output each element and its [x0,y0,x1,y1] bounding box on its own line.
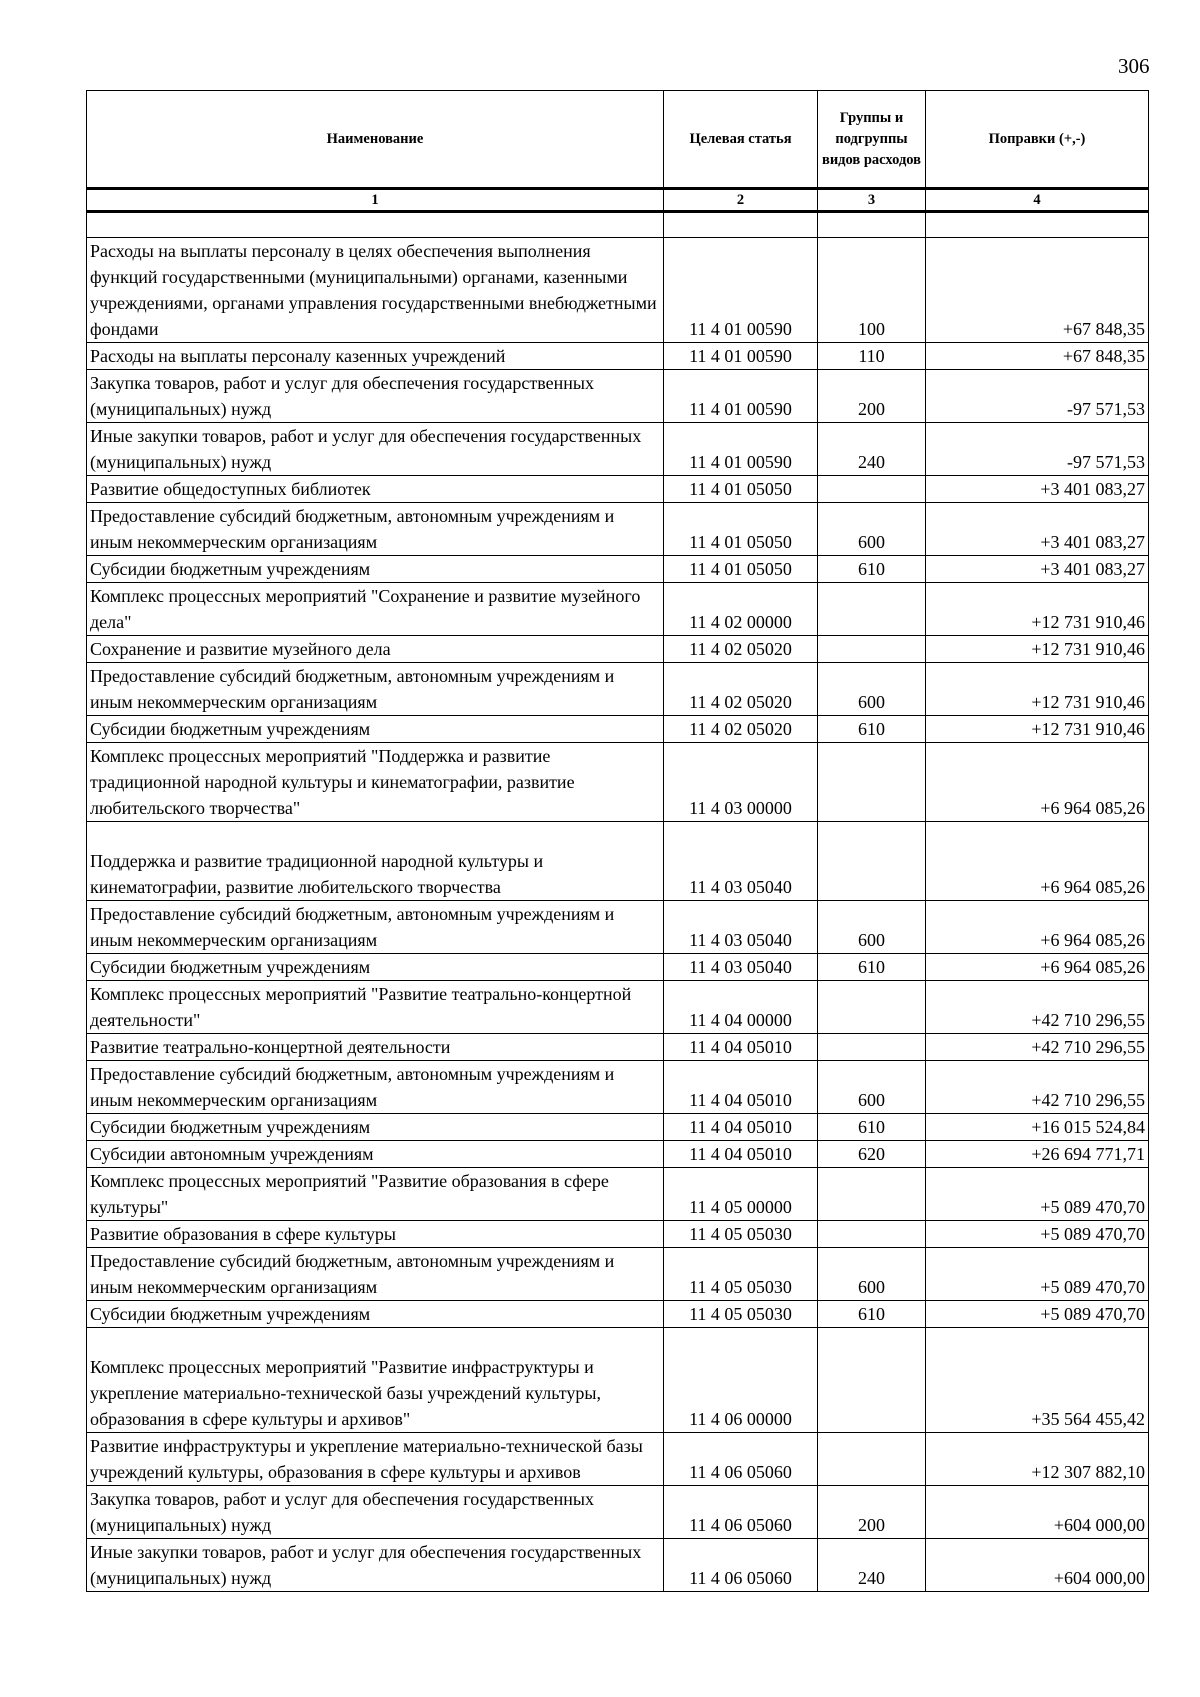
header-name: Наименование [87,91,664,189]
row-name: Закупка товаров, работ и услуг для обеспечения государственных (муниципальных) нужд [87,370,664,423]
row-name: Комплекс процессных мероприятий "Поддержка и развитие традиционной народной культуры и кинематографии, развитие любительского творчества" [87,743,664,822]
row-expense-group [818,636,926,663]
row-name: Предоставление субсидий бюджетным, автономным учреждениям и иным некоммерческим организациям [87,503,664,556]
row-name: Субсидии бюджетным учреждениям [87,954,664,981]
row-name: Развитие инфраструктуры и укрепление материально-технической базы учреждений культуры, образования в сфере культуры и архивов [87,1433,664,1486]
row-amendment: +5 089 470,70 [926,1248,1149,1301]
table-row [87,1061,1149,1114]
table-row [87,663,1149,716]
row-name: Развитие общедоступных библиотек [87,476,664,503]
row-amendment: +12 731 910,46 [926,583,1149,636]
row-expense-group [818,1168,926,1221]
row-name: Комплекс процессных мероприятий "Развитие театрально-концертной деятельности" [87,981,664,1034]
row-expense-group: 240 [818,423,926,476]
row-name: Развитие образования в сфере культуры [87,1221,664,1248]
column-number: 2 [664,189,818,212]
row-amendment: +6 964 085,26 [926,822,1149,901]
row-amendment: +5 089 470,70 [926,1221,1149,1248]
spacer-cell [818,212,926,238]
table-row [87,1486,1149,1539]
row-target-article: 11 4 01 00590 [664,423,818,476]
row-target-article: 11 4 01 05050 [664,503,818,556]
table-row [87,1328,1149,1433]
row-name: Развитие театрально-концертной деятельности [87,1034,664,1061]
row-amendment: +67 848,35 [926,343,1149,370]
table-row [87,1034,1149,1061]
row-target-article: 11 4 04 05010 [664,1141,818,1168]
row-amendment: +5 089 470,70 [926,1301,1149,1328]
row-expense-group: 600 [818,663,926,716]
row-target-article: 11 4 02 05020 [664,716,818,743]
row-target-article: 11 4 05 05030 [664,1248,818,1301]
row-name: Субсидии бюджетным учреждениям [87,1301,664,1328]
table-header [87,91,1149,238]
table-row [87,1221,1149,1248]
table-row [87,238,1149,343]
row-target-article: 11 4 01 00590 [664,238,818,343]
row-target-article: 11 4 05 05030 [664,1221,818,1248]
row-target-article: 11 4 02 00000 [664,583,818,636]
row-amendment: +12 731 910,46 [926,636,1149,663]
row-name: Субсидии бюджетным учреждениям [87,716,664,743]
table-row [87,1168,1149,1221]
budget-table [86,90,1149,1592]
row-amendment: +42 710 296,55 [926,981,1149,1034]
row-target-article: 11 4 04 05010 [664,1114,818,1141]
row-expense-group [818,476,926,503]
row-expense-group: 610 [818,716,926,743]
table-row [87,343,1149,370]
table-row [87,636,1149,663]
row-name: Субсидии бюджетным учреждениям [87,556,664,583]
row-amendment: +42 710 296,55 [926,1061,1149,1114]
table-row [87,503,1149,556]
row-amendment: -97 571,53 [926,423,1149,476]
row-amendment: +42 710 296,55 [926,1034,1149,1061]
row-expense-group: 610 [818,556,926,583]
row-expense-group: 600 [818,901,926,954]
row-target-article: 11 4 06 05060 [664,1486,818,1539]
row-target-article: 11 4 04 05010 [664,1034,818,1061]
row-expense-group: 200 [818,370,926,423]
row-expense-group [818,1221,926,1248]
table-row [87,901,1149,954]
table-row [87,743,1149,822]
table-body [87,238,1149,1592]
table-row [87,1248,1149,1301]
row-expense-group: 610 [818,954,926,981]
row-expense-group: 600 [818,503,926,556]
row-amendment: +3 401 083,27 [926,556,1149,583]
row-amendment: +12 307 882,10 [926,1433,1149,1486]
table-row [87,370,1149,423]
row-name: Предоставление субсидий бюджетным, автономным учреждениям и иным некоммерческим организациям [87,663,664,716]
table-row [87,1539,1149,1592]
row-target-article: 11 4 05 00000 [664,1168,818,1221]
row-expense-group: 620 [818,1141,926,1168]
row-name: Предоставление субсидий бюджетным, автономным учреждениям и иным некоммерческим организациям [87,1061,664,1114]
row-target-article: 11 4 03 05040 [664,901,818,954]
column-number: 3 [818,189,926,212]
table-row [87,423,1149,476]
row-amendment: +6 964 085,26 [926,743,1149,822]
row-target-article: 11 4 01 05050 [664,476,818,503]
row-target-article: 11 4 06 00000 [664,1328,818,1433]
column-number: 4 [926,189,1149,212]
row-expense-group: 240 [818,1539,926,1592]
row-expense-group [818,743,926,822]
table-row [87,1433,1149,1486]
row-expense-group [818,981,926,1034]
table-row [87,556,1149,583]
row-name: Расходы на выплаты персоналу казенных учреждений [87,343,664,370]
row-amendment: +3 401 083,27 [926,503,1149,556]
row-expense-group: 600 [818,1248,926,1301]
row-name: Сохранение и развитие музейного дела [87,636,664,663]
row-expense-group: 200 [818,1486,926,1539]
row-expense-group: 110 [818,343,926,370]
row-name: Предоставление субсидий бюджетным, автономным учреждениям и иным некоммерческим организациям [87,901,664,954]
spacer-cell [664,212,818,238]
spacer-row [87,212,1149,238]
row-amendment: +5 089 470,70 [926,1168,1149,1221]
row-expense-group [818,1433,926,1486]
row-target-article: 11 4 06 05060 [664,1539,818,1592]
table-row [87,822,1149,901]
row-target-article: 11 4 01 00590 [664,370,818,423]
row-target-article: 11 4 06 05060 [664,1433,818,1486]
spacer-cell [926,212,1149,238]
row-amendment: +26 694 771,71 [926,1141,1149,1168]
row-expense-group [818,1328,926,1433]
header-amendments: Поправки (+,-) [926,91,1149,189]
row-target-article: 11 4 03 05040 [664,822,818,901]
row-expense-group: 610 [818,1301,926,1328]
row-target-article: 11 4 02 05020 [664,663,818,716]
row-target-article: 11 4 01 00590 [664,343,818,370]
column-number-row [87,189,1149,212]
table-row [87,583,1149,636]
row-target-article: 11 4 03 05040 [664,954,818,981]
row-target-article: 11 4 05 05030 [664,1301,818,1328]
row-amendment: +604 000,00 [926,1486,1149,1539]
table-row [87,476,1149,503]
row-target-article: 11 4 04 00000 [664,981,818,1034]
row-target-article: 11 4 01 05050 [664,556,818,583]
table-row [87,981,1149,1034]
row-target-article: 11 4 04 05010 [664,1061,818,1114]
row-amendment: +67 848,35 [926,238,1149,343]
table-row [87,1114,1149,1141]
row-name: Иные закупки товаров, работ и услуг для обеспечения государственных (муниципальных) нужд [87,423,664,476]
row-name: Комплекс процессных мероприятий "Развитие инфраструктуры и укрепление материально-технической базы учреждений культуры, образования в сфере культуры и архивов" [87,1328,664,1433]
row-expense-group [818,1034,926,1061]
row-name: Закупка товаров, работ и услуг для обеспечения государственных (муниципальных) нужд [87,1486,664,1539]
table-row [87,1301,1149,1328]
row-amendment: +3 401 083,27 [926,476,1149,503]
row-amendment: +35 564 455,42 [926,1328,1149,1433]
row-amendment: +12 731 910,46 [926,716,1149,743]
row-amendment: +12 731 910,46 [926,663,1149,716]
table-row [87,954,1149,981]
row-name: Расходы на выплаты персоналу в целях обеспечения выполнения функций государственными (муниципальными) органами, казенными учреждениями, органами управления государственными внебюджетными фондами [87,238,664,343]
row-name: Иные закупки товаров, работ и услуг для обеспечения государственных (муниципальных) нужд [87,1539,664,1592]
row-name: Комплекс процессных мероприятий "Сохранение и развитие музейного дела" [87,583,664,636]
row-amendment: +604 000,00 [926,1539,1149,1592]
row-expense-group [818,822,926,901]
row-name: Поддержка и развитие традиционной народной культуры и кинематографии, развитие любительского творчества [87,822,664,901]
row-name: Субсидии бюджетным учреждениям [87,1114,664,1141]
table-row [87,1141,1149,1168]
header-expense-groups: Группы и подгруппы видов расходов [818,91,926,189]
row-expense-group [818,583,926,636]
spacer-cell [87,212,664,238]
row-expense-group: 610 [818,1114,926,1141]
page-number: 306 [1118,54,1150,78]
row-name: Субсидии автономным учреждениям [87,1141,664,1168]
table-row [87,716,1149,743]
row-expense-group: 600 [818,1061,926,1114]
row-amendment: +6 964 085,26 [926,901,1149,954]
row-target-article: 11 4 02 05020 [664,636,818,663]
row-amendment: +16 015 524,84 [926,1114,1149,1141]
header-target-article: Целевая статья [664,91,818,189]
row-amendment: +6 964 085,26 [926,954,1149,981]
row-amendment: -97 571,53 [926,370,1149,423]
column-number: 1 [87,189,664,212]
row-target-article: 11 4 03 00000 [664,743,818,822]
row-name: Предоставление субсидий бюджетным, автономным учреждениям и иным некоммерческим организациям [87,1248,664,1301]
row-name: Комплекс процессных мероприятий "Развитие образования в сфере культуры" [87,1168,664,1221]
row-expense-group: 100 [818,238,926,343]
